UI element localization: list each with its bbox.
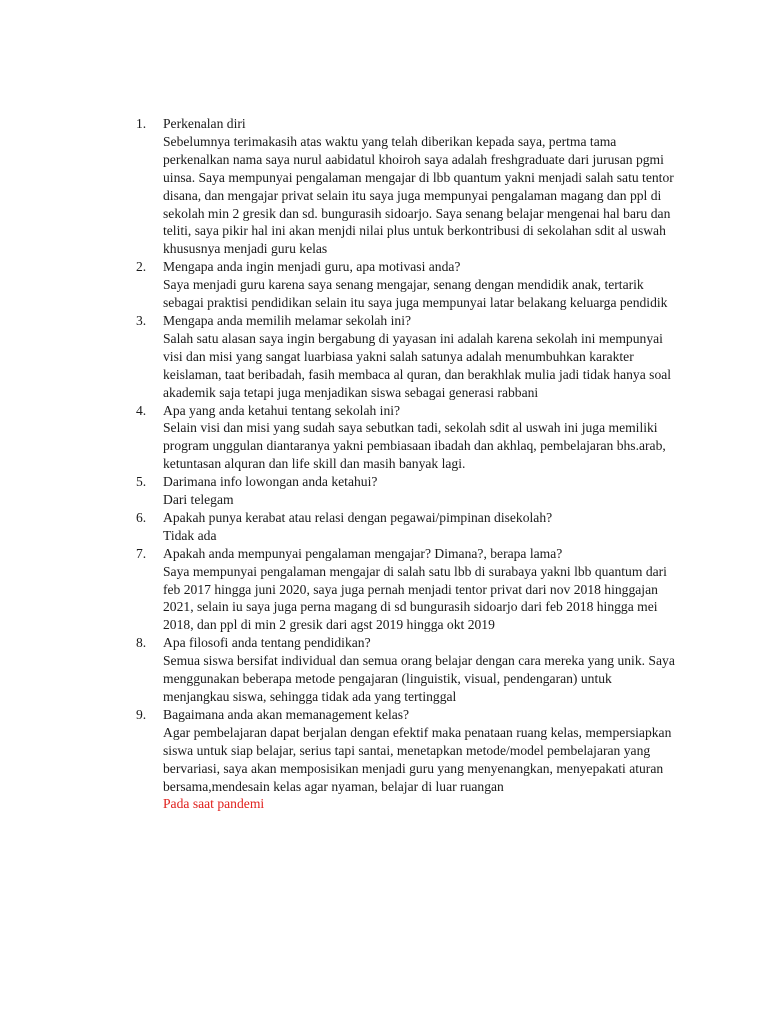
question-text: Apa filosofi anda tentang pendidikan? bbox=[163, 635, 371, 651]
question-text: Mengapa anda ingin menjadi guru, apa motivasi anda? bbox=[163, 259, 461, 275]
question-text: Apakah punya kerabat atau relasi dengan pegawai/pimpinan disekolah? bbox=[163, 509, 553, 525]
question-text: Apa yang anda ketahui tentang sekolah ini? bbox=[163, 402, 401, 418]
answer-text: Salah satu alasan saya ingin bergabung di yayasan ini adalah karena sekolah ini mempunyai visi dan misi yang sangat luarbiasa yakni salah satunya adalah menumbuhkan karakter keislaman, taat beribadah, fasih membaca al quran, dan berakhlak mulia jadi tidak hanya soal akademik saja tetapi juga menjadikan siswa sebagai generasi rabbani bbox=[163, 330, 672, 400]
qa-item-9 bbox=[136, 706, 676, 813]
question-text: Darimana info lowongan anda ketahui? bbox=[163, 474, 378, 490]
question-text: Perkenalan diri bbox=[163, 116, 246, 131]
qa-item-3 bbox=[136, 312, 676, 402]
item-number: 2. bbox=[136, 259, 147, 275]
answer-text: Saya menjadi guru karena saya senang mengajar, senang dengan mendidik anak, tertarik sebagai praktisi pendidikan selain itu saya juga mempunyai latar belakang keluarga pendidik bbox=[163, 277, 668, 311]
qa-item-4 bbox=[136, 402, 676, 474]
qa-item-5 bbox=[136, 473, 676, 509]
question-text: Apakah anda mempunyai pengalaman mengajar? Dimana?, berapa lama? bbox=[163, 545, 563, 561]
question-text: Mengapa anda memilih melamar sekolah ini? bbox=[163, 312, 411, 328]
item-number: 8. bbox=[136, 635, 147, 651]
interview-qa-list bbox=[136, 115, 676, 813]
answer-text: Agar pembelajaran dapat berjalan dengan efektif maka penataan ruang kelas, mempersiapkan siswa untuk siap belajar, serius tapi santai, menetapkan metode/model pembelajaran yang bervariasi, saya akan memposisikan menjadi guru yang menyenangkan, menyepakati aturan bersama,mendesain kelas agar nyaman, belajar di luar ruangan bbox=[163, 724, 672, 794]
qa-item-6 bbox=[136, 509, 676, 545]
item-number: 7. bbox=[136, 545, 147, 561]
qa-item-1 bbox=[136, 115, 676, 258]
item-number: 9. bbox=[136, 706, 147, 722]
answer-text: Dari telegam bbox=[163, 492, 234, 508]
answer-text: Selain visi dan misi yang sudah saya sebutkan tadi, sekolah sdit al uswah ini juga memiliki program unggulan diantaranya yakni pembiasaan ibadah dan akhlaq, pembelajaran bhs.arab, ketuntasan alquran dan life skill dan masih banyak lagi. bbox=[163, 420, 666, 472]
qa-item-8 bbox=[136, 634, 676, 706]
question-text: Bagaimana anda akan memanagement kelas? bbox=[163, 706, 410, 722]
item-number: 3. bbox=[136, 312, 147, 328]
answer-text: Sebelumnya terimakasih atas waktu yang telah diberikan kepada saya, pertma tama perkenalkan nama saya nurul aabidatul khoiroh saya adalah freshgraduate dari jurusan pgmi uinsa. Saya mempunyai pengalaman mengajar di lbb quantum yakni menjadi salah satu tentor disana, dan mengajar privat selain itu saya juga mempunyai pengalaman magang dan ppl di sekolah min 2 gresik dan sd. bungurasih sidoarjo. Saya senang belajar mengenai hal baru dan teliti, saya pikir hal ini akan menjdi nilai plus untuk berkontribusi di sekolahan sdit al uswah khususnya menjadi guru kelas bbox=[163, 133, 674, 257]
qa-item-2 bbox=[136, 258, 676, 312]
red-note-text: Pada saat pandemi bbox=[163, 796, 265, 812]
item-number: 1. bbox=[136, 116, 147, 131]
answer-text: Semua siswa bersifat individual dan semua orang belajar dengan cara mereka yang unik. Saya menggunakan beberapa metode pengajaran (linguistik, visual, pendengaran) untuk menjangkau siswa, sehingga tidak ada yang tertinggal bbox=[163, 653, 675, 704]
qa-item-7 bbox=[136, 545, 676, 635]
item-number: 5. bbox=[136, 474, 147, 490]
answer-text: Tidak ada bbox=[163, 527, 217, 543]
item-number: 4. bbox=[136, 402, 147, 418]
item-number: 6. bbox=[136, 509, 147, 525]
answer-text: Saya mempunyai pengalaman mengajar di salah satu lbb di surabaya yakni lbb quantum dari feb 2017 hingga juni 2020, saya juga pernah menjadi tentor privat dari nov 2018 hinggajan 2021, selain iu saya juga perna magang di sd bungurasih sidoarjo dari feb 2018 hingga mei 2018, dan ppl di min 2 gresik dari agst 2019 hingga okt 2019 bbox=[163, 563, 667, 633]
